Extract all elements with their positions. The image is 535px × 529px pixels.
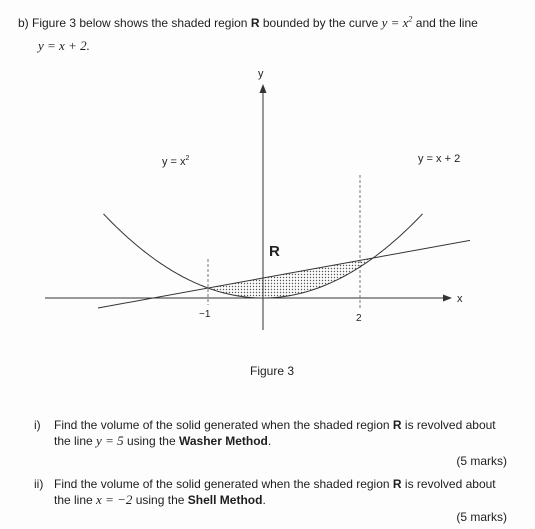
question-label: b): [18, 16, 29, 30]
question-ii-marks: (5 marks): [456, 510, 507, 524]
question-ii-number: ii): [34, 477, 44, 491]
question-i-line1: Find the volume of the solid generated when the shaded region R is revolved about: [54, 418, 496, 432]
region-name: R: [250, 16, 260, 30]
question-i-region: R: [392, 418, 402, 432]
intro-text-2: bounded by the curve: [262, 16, 379, 30]
question-ii-line2: the line x = −2 using the Shell Method.: [54, 492, 266, 507]
x-axis-label: x: [457, 293, 463, 305]
line-label: y = x + 2: [418, 153, 461, 165]
question-ii-method: Shell Method: [187, 493, 263, 507]
intro-text-3: and the line: [415, 16, 478, 30]
y-axis-arrow: [260, 84, 267, 93]
curve-label: $y = x^2$: [162, 155, 190, 168]
question-i-number: i): [34, 418, 41, 432]
figure-caption: Figure 3: [250, 364, 295, 378]
intro-text-1: Figure 3 below shows the shaded region: [32, 16, 248, 30]
question-i-line2: the line y = 5 using the Washer Method.: [54, 433, 272, 448]
question-ii-line1: Find the volume of the solid generated when the shaded region R is revolved about: [54, 477, 496, 491]
line-equation: y = x + 2.: [38, 38, 90, 53]
x-axis-arrow: [443, 295, 452, 302]
question-i-method: Washer Method: [178, 434, 268, 448]
curve-equation: $y = x^2$: [381, 14, 413, 30]
tick-label-neg1: −1: [199, 309, 211, 320]
y-axis-label: y: [258, 68, 264, 80]
question-i-equation: y = 5: [96, 433, 124, 448]
tick-label-2: 2: [356, 313, 362, 324]
region-label: R: [269, 243, 280, 260]
question-ii-equation: x = −2: [96, 492, 133, 507]
shaded-region: [208, 258, 373, 298]
question-i-marks: (5 marks): [456, 454, 507, 468]
question-ii-region: R: [392, 477, 402, 491]
